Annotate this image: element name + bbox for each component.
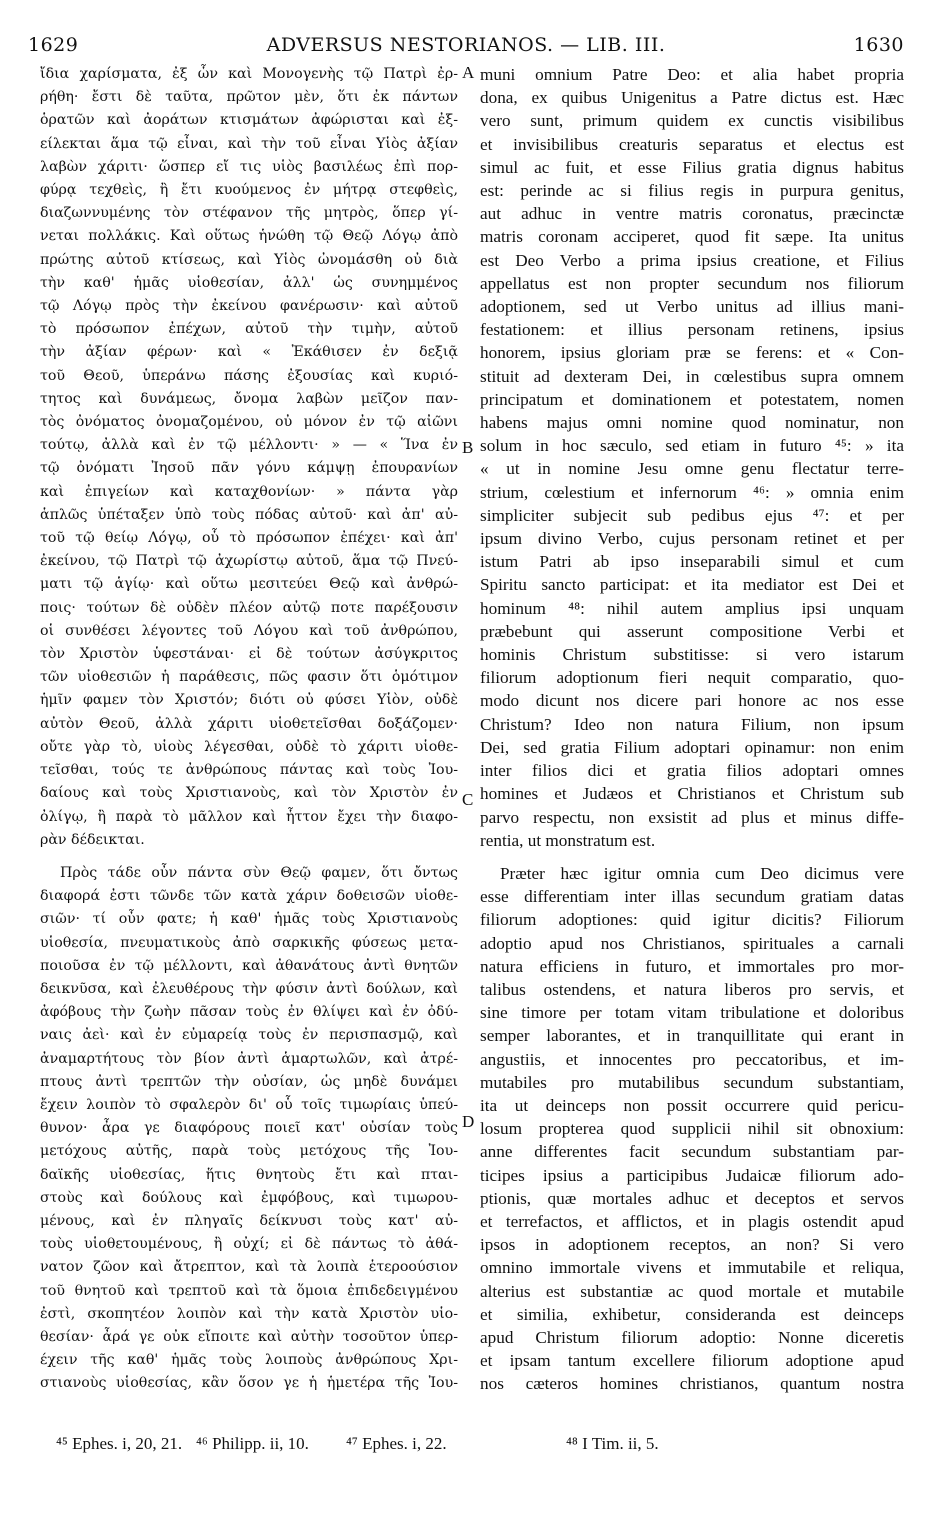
text-line: ipsos in adoptionem receptos, an non? Si vero xyxy=(480,1235,904,1255)
text-line: ναις ἀεὶ· καὶ ἐν εὐμαρείᾳ τοὺς ἐν περισπασμῷ, καὶ xyxy=(40,1027,458,1044)
text-line: δεικνῦσα, καὶ ἐλευθέρους τὴν φύσιν ἀντὶ δούλων, καὶ xyxy=(40,980,458,997)
text-line: τοῦ Θεοῦ, ὑπεράνω πάσης ἐξουσίας καὶ κυριό- xyxy=(40,367,458,384)
text-line: θεσίαν· ἆρά γε οὐκ εἴποιτε καὶ αὐτὴν τοσοῦτον ὑπερ- xyxy=(40,1328,458,1345)
text-line: ipsum divino Verbo, cujus personam retinet et per xyxy=(480,529,904,549)
text-line: ὀλίγῳ, ἢ παρὰ τὸ μᾶλλον καὶ ἧττον ἔχει τὴν διαφο- xyxy=(40,808,458,825)
text-line: solum in hoc sæculo, sed etiam in futuro ⁴⁵: » ita xyxy=(480,436,904,456)
text-line: ἡμῖν φαμεν τὸν Χριστόν; διότι οὐ φύσει Υἱὸν, οὐδὲ xyxy=(40,692,458,709)
text-line: honorem, ipsius gloriam præ se ferens: et « Con- xyxy=(480,343,904,363)
text-line: τεῖσθαι, τούς τε ἀνθρώπους πάντας καὶ τοὺς Ἰου- xyxy=(40,762,458,779)
text-line: parvo respectu, non exsistit ad plus et minus diffe- xyxy=(480,807,904,827)
text-line: habens majus omni nomine quod nominatur, non xyxy=(480,413,904,433)
text-line: ρὰν δέδεικται. xyxy=(40,831,145,848)
text-line: matris coronam acciperet, quod fit sæpe. Ita unitus xyxy=(480,227,904,247)
text-line: φύρᾳ τεχθεὶς, ἢ ἔτι κυούμενος ἐν μήτρᾳ στεφθεὶς, xyxy=(40,182,458,199)
text-line: ἔχειν λοιπὸν τὸ σφαλερὸν δι' οὗ τοῖς τιμωρίαις ὑπεύ- xyxy=(40,1096,458,1113)
section-marker-d: D xyxy=(462,1112,475,1131)
text-line: ὁρατῶν καὶ ἀοράτων κτισμάτων ἀφώρισται καὶ ἐξ- xyxy=(40,112,458,129)
text-line: τοῦ τῷ θείῳ Λόγῳ, οὗ τὸ πρόσωπον ἐπέχει· καὶ ἀπ' xyxy=(40,530,458,547)
page-number-left: 1629 xyxy=(28,34,79,56)
text-line: οὔτε γὰρ τὸ, υἱοὺς λέγεσθαι, οὐδὲ τὸ χάριτι υἱοθε- xyxy=(40,738,458,755)
text-line: δαϊκῆς υἱοθεσίας, ἥτις θνητοὺς ἔτι καὶ πται- xyxy=(40,1166,458,1183)
text-line: μένους, καὶ ἐν πληγαῖς δείκνυσι τοὺς κατ' αὐ- xyxy=(40,1212,458,1229)
section-marker-c: C xyxy=(462,790,474,809)
text-line: modo dicunt nos dicere pari honore ac nos esse xyxy=(480,691,904,711)
text-line: stituit ad dexteram Dei, in cœlestibus supra omnem xyxy=(480,366,904,386)
text-line: hominum ⁴⁸: nihil autem amplius ipsi unquam xyxy=(480,598,904,618)
text-line: στοὺς καὶ δούλους καὶ ἐμφόβους, καὶ τιμωρου- xyxy=(40,1189,458,1206)
greek-column xyxy=(40,63,458,1425)
text-line: mutabiles pro mutabilibus secundum substantiam, xyxy=(480,1072,904,1092)
text-line: appellatus est non propter secundum nos filiorum xyxy=(480,273,904,293)
text-line: strium, cœlestium et infernorum ⁴⁶: » omnia enim xyxy=(480,482,904,502)
text-line: μετόχους αὐτῆς, παρὰ τοὺς μετόχους τῆς Ἰου- xyxy=(40,1143,458,1160)
text-line: esse differentiam inter illas secundum gratiam datas xyxy=(480,887,904,907)
text-line: Dei, sed gratia Filium adoptari opinamur: non enim xyxy=(480,737,904,757)
text-line: διαφορά ἐστι τῶνδε τῶν κατὰ χάριν δοθεισῶν υἱοθε- xyxy=(40,888,458,905)
text-line: ticipes ipsius a participibus Judaicæ filiorum ado- xyxy=(480,1165,904,1185)
text-line: Præter hæc igitur omnia cum Deo dicimus vere xyxy=(500,863,904,883)
text-line: ita ut deinceps non possit occurrere quid pericu- xyxy=(480,1095,904,1115)
text-line: aut adhuc in ventre matris coronatus, præcinctæ xyxy=(480,204,904,224)
text-line: στιανοὺς υἱοθεσίας, κἂν ὅσον γε ἡ ἡμετέρα τῆς Ἰου- xyxy=(40,1375,458,1392)
text-line: πτους ἀντὶ τρεπτῶν τὴν οὐσίαν, ὡς μηδὲ δυνάμει xyxy=(40,1073,458,1090)
text-line: Πρὸς τάδε οὖν πάντα σὺν Θεῷ φαμεν, ὅτι ὄντως xyxy=(60,864,458,881)
text-line: simul ac fuit, et esse Filius gratia dignus habitus xyxy=(480,157,904,177)
text-line: τὸς ὀνόματος ὀνομαζομένου, οὐ μόνον ἐν τῷ αἰῶνι xyxy=(40,414,458,431)
text-line: τῷ Λόγῳ πρὸς τὴν ἐκείνου φανέρωσιν· καὶ αὐτοῦ xyxy=(40,298,458,315)
text-line: angustiis, et innocentes pro peccatoribus, et im- xyxy=(480,1049,904,1069)
footnotes xyxy=(56,1434,916,1458)
text-line: διαζωννυμένης τὸν στέφανον τῆς μητρὸς, ὅπερ γί- xyxy=(40,205,458,222)
text-line: τῷ ὀνόματι Ἰησοῦ πᾶν γόνυ κάμψῃ ἐπουρανίων xyxy=(40,460,458,477)
text-line: ἐκείνου, τῷ Πατρὶ τῷ ἀχωρίστῳ αὐτοῦ, ἅμα τῷ Πνεύ- xyxy=(40,553,458,570)
text-line: ρήθη· ἔστι δὲ ταῦτα, πρῶτον μὲν, ὅτι ἐκ πάντων xyxy=(40,89,458,106)
text-line: est Deo Verbo a prima ipsius creatione, et Filius xyxy=(480,250,904,270)
text-line: istum Patri ab ipso inseparabili simul et cum xyxy=(480,552,904,572)
text-line: ἀφόβους τὴν ζωὴν πᾶσαν τοὺς ἐν θλίψει καὶ ἐν ὀδύ- xyxy=(40,1004,458,1021)
text-line: είλεκται ἅμα τῷ εἶναι, καὶ τὴν τοῦ εἶναι Υἱὸς ἀξίαν xyxy=(40,135,458,152)
text-line: ματι τῷ ἁγίῳ· καὶ οὕτω μεσιτεύει Θεῷ καὶ ἀνθρώ- xyxy=(40,576,458,593)
text-line: adoptionem, sed ut Verbo unitus ad illius mani- xyxy=(480,297,904,317)
text-line: ἁπλῶς ὑπέταξεν ὑπὸ τοὺς πόδας αὐτοῦ· καὶ ἀπ' αὐ- xyxy=(40,506,458,523)
text-line: rentia, ut monstratum est. xyxy=(480,830,656,850)
text-line: est: perinde ac si filius regis in purpura genitus, xyxy=(480,181,904,201)
running-title: ADVERSUS NESTORIANOS. — LIB. III. xyxy=(266,34,666,56)
text-line: simpliciter subjecit sub pedibus ejus ⁴⁷: et per xyxy=(480,505,904,525)
text-line: alterius est substantiæ ac quod mortale et mutabile xyxy=(480,1281,904,1301)
text-line: τοὺς υἱοθετουμένους, ἢ οὐχί; εἰ δὲ πάντως τὸ ἀθά- xyxy=(40,1236,458,1253)
text-line: filiorum adoptionum fieri nequit comparatio, quo- xyxy=(480,668,904,688)
text-line: talibus ostendens, et natura liberos pro servis, et xyxy=(480,979,904,999)
text-line: filiorum adoptiones: quid igitur dicitis? Filiorum xyxy=(480,910,904,930)
text-line: et invisibilibus creaturis separatus et electus est xyxy=(480,134,904,154)
text-line: præbebunt qui asserunt compositione Verbi et xyxy=(480,621,904,641)
text-line: πρώτης αὐτοῦ κτίσεως, καὶ Υἱὸς ὠνομάσθη οὐ διὰ xyxy=(40,251,458,268)
footnote: ⁴⁷ Ephes. i, 22. xyxy=(346,1434,447,1453)
text-line: ἀναμαρτήτους τὸν βίον ἀντὶ ἁμαρτωλῶν, καὶ ἀτρέ- xyxy=(40,1050,458,1067)
text-line: Spiritu sancto participat: et ita mediator est Dei et xyxy=(480,575,904,595)
text-line: οἱ συνθέσει λέγοντες τοῦ Λόγου καὶ τοῦ ἀνθρώπου, xyxy=(40,622,458,639)
text-line: τούτῳ, ἀλλὰ καὶ ἐν τῷ μέλλοντι· » — « Ἵνα ἐν xyxy=(40,437,458,454)
text-line: ποιοῦσα ἐν τῷ μέλλοντι, καὶ ἀθανάτους ἀντὶ θνητῶν xyxy=(40,957,458,974)
text-line: « ut in nomine Jesu omne genu flectatur terre- xyxy=(480,459,904,479)
text-line: καὶ ἐπιγείων καὶ καταχθονίων· » πάντα γὰρ xyxy=(40,483,458,500)
text-line: ptionis, quæ mortales adhuc et deceptos et servos xyxy=(480,1188,904,1208)
text-line: adoptio apud nos Christianos, spirituales a carnali xyxy=(480,933,904,953)
text-line: δαίους καὶ τοὺς Χριστιανοὺς, καὶ τὸν Χριστὸν ἐν xyxy=(40,785,458,802)
text-line: dona, ex quibus Unigenitus a Patre dictus est. Hæc xyxy=(480,88,904,108)
footnote: ⁴⁶ Philipp. ii, 10. xyxy=(196,1434,309,1453)
text-line: τητος καὶ δυνάμεως, ὄνομα λαβὼν μεῖζον παν- xyxy=(40,390,458,407)
text-line: σιῶν· τί οὖν φατε; ἡ καθ' ἡμᾶς τοὺς Χριστιανοὺς xyxy=(40,911,458,928)
text-line: Christum? Ideo non natura Filium, non ipsum xyxy=(480,714,904,734)
text-line: muni omnium Patre Deo: et alia habet propria xyxy=(480,65,904,84)
text-line: inter filios dici et gratia filios adoptari omnes xyxy=(480,761,904,781)
text-line: nos cæteros homines christianos, quantum nostra xyxy=(480,1374,904,1394)
text-line: υἱοθεσία, πνευματικοὺς ἀπὸ σαρκικῆς φύσεως μετα- xyxy=(40,934,458,951)
text-line: θυνον· ἆρα γε διαφόρους ποιεῖ κατ' οὐσίαν τοὺς xyxy=(40,1120,458,1137)
text-line: τῶν υἱοθεσιῶν ἡ παράθεσις, πῶς φασιν ὅτι ὁμότιμον xyxy=(40,669,458,686)
text-line: natura efficiens in futuro, et immortales pro mor- xyxy=(480,956,904,976)
text-line: ποις· τούτων δὲ οὐδὲν πλέον αὐτῷ ποτε παρέξουσιν xyxy=(40,599,458,616)
text-line: έχειν τῆς καθ' ἡμᾶς τοὺς λοιποὺς ἀνθρώπους Χρι- xyxy=(40,1352,458,1369)
text-line: νεται πολλάκις. Καὶ οὕτως ἡνώθη τῷ Θεῷ Λόγῳ ἀπὸ xyxy=(40,228,458,245)
text-line: omnino immortale vivens et immutabile et reliqua, xyxy=(480,1258,904,1278)
text-line: νατον ζῶον καὶ ἄτρεπτον, καὶ τὰ λοιπὰ ἑτεροούσιον xyxy=(40,1259,458,1276)
text-line: ἐστὶ, σκοπητέον λοιπὸν καὶ τὴν κατὰ Χριστὸν υἱο- xyxy=(40,1305,458,1322)
text-line: τὸ πρόσωπον ἐπέχων, αὐτοῦ τὴν τιμὴν, αὐτοῦ xyxy=(40,321,458,338)
text-line: losum propterea quod supplicii nihil sit obnoxium: xyxy=(480,1119,904,1139)
footnote: ⁴⁸ I Tim. ii, 5. xyxy=(566,1434,659,1453)
text-line: festationem: et illius personam retinens, ipsius xyxy=(480,320,904,340)
text-line: αὐτὸν Θεοῦ, ἀλλὰ χάριτι υἱοθετεῖσθαι δοξάζομεν· xyxy=(40,715,458,732)
text-line: vero sunt, primum quidem ex cunctis visibilibus xyxy=(480,111,904,131)
text-line: anne differentes facit secundum substantiam par- xyxy=(480,1142,904,1162)
text-line: ἴδια χαρίσματα, ἐξ ὧν καὶ Μονογενὴς τῷ Πατρὶ ἐρ- xyxy=(40,66,458,82)
text-line: principatum et dominationem et potestatem, nomen xyxy=(480,389,904,409)
text-line: λαβὼν χάριτι· ὥσπερ εἴ τις υἱὸς βασιλέως ἐπὶ πορ- xyxy=(40,158,458,175)
page-number-right: 1630 xyxy=(853,34,904,56)
section-marker-b: B xyxy=(462,438,474,457)
text-line: et ipsam tantum excellere filiorum adoptione apud xyxy=(480,1351,904,1371)
footnote: ⁴⁵ Ephes. i, 20, 21. xyxy=(56,1434,183,1453)
text-line: τὴν καθ' ἡμᾶς υἱοθεσίαν, ἀλλ' ὡς συνημμένος xyxy=(40,274,458,291)
text-line: sine timore per totam vitam tribulatione et doloribus xyxy=(480,1003,904,1023)
text-line: τοῦ θνητοῦ καὶ τρεπτοῦ καὶ τὰ ὅμοια ἐπιδεδειγμένου xyxy=(40,1282,458,1299)
text-line: apud Christum filiorum adoptio: Nonne diceretis xyxy=(480,1327,904,1347)
latin-column xyxy=(480,63,904,1425)
text-line: homines et Judæos et Christianos et Christum sub xyxy=(480,784,904,804)
running-header xyxy=(28,34,904,58)
text-line: hominis Christum substitisse: si vero istarum xyxy=(480,645,904,665)
text-line: τὴν ἀξίαν φέρων· καὶ « Ἐκάθισεν ἐν δεξιᾷ xyxy=(40,344,458,361)
section-marker-a: A xyxy=(462,63,475,82)
text-line: τὸν Χριστὸν ὑφεστάναι· εἰ δὲ τούτων ἀσύγκριτος xyxy=(40,646,458,663)
text-line: et terrefactos, et afflictos, et in plagis ostendit apud xyxy=(480,1211,904,1231)
text-line: semper laborantes, et in tranquillitate qui erant in xyxy=(480,1026,904,1046)
text-line: et similia, exhibetur, consideranda est deinceps xyxy=(480,1304,904,1324)
